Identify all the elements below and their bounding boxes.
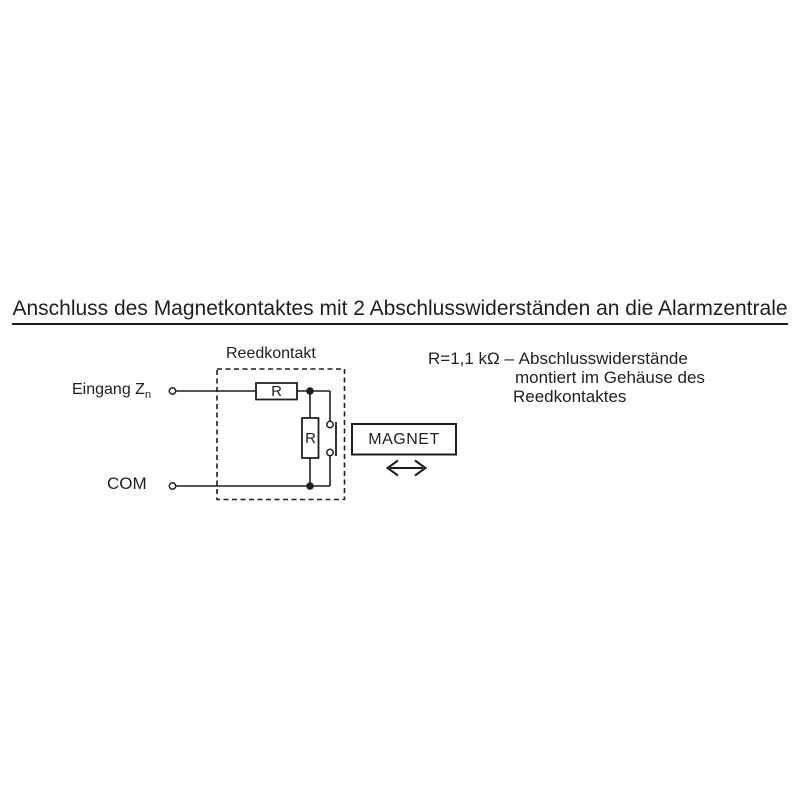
annotation-line-2: montiert im Gehäuse des	[515, 368, 705, 387]
eingang-label-text: Eingang Z	[72, 381, 145, 398]
parallel-resistor-label: R	[305, 429, 316, 447]
com-terminal-icon	[169, 483, 175, 489]
com-label: COM	[107, 474, 147, 493]
reed-switch-top-contact-icon	[327, 421, 333, 427]
annotation-line-3: Reedkontaktes	[513, 387, 627, 406]
magnet-motion-arrow-icon	[388, 461, 426, 476]
magnet-label: MAGNET	[368, 430, 440, 448]
junction-dot-bottom	[306, 482, 314, 490]
reed-switch-bottom-contact-icon	[327, 449, 333, 455]
junction-dot-top	[306, 387, 314, 395]
input-terminal-icon	[169, 388, 175, 394]
reedkontakt-label: Reedkontakt	[226, 345, 316, 362]
diagram-title-text: Anschluss des Magnetkontaktes mit 2 Abschlusswiderständen an die Alarmzentrale	[12, 297, 787, 325]
eingang-input-label	[72, 380, 151, 400]
annotation-line-1: R=1,1 kΩ – Abschlusswiderstände	[428, 349, 688, 368]
series-resistor-label: R	[271, 383, 282, 400]
eingang-subscript: n	[144, 389, 152, 402]
